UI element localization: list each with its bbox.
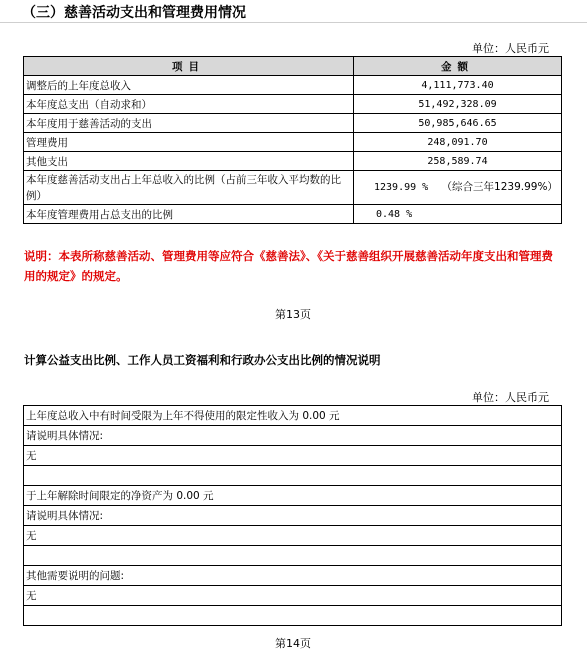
row-amount: 50,985,646.65 bbox=[354, 114, 562, 133]
row-text: 无 bbox=[24, 526, 562, 546]
row-item: 调整后的上年度总收入 bbox=[24, 76, 354, 95]
unit-label: 单位：人民币元 bbox=[472, 42, 549, 55]
ratio-item: 本年度慈善活动支出占上年总收入的比例（占前三年收入平均数的比例） bbox=[24, 171, 354, 205]
table-row bbox=[24, 566, 562, 586]
divider bbox=[0, 22, 587, 23]
row-item: 其他支出 bbox=[24, 152, 354, 171]
table-row bbox=[24, 466, 562, 486]
table-row bbox=[24, 406, 562, 426]
ratio-row bbox=[24, 171, 562, 205]
row-item: 管理费用 bbox=[24, 133, 354, 152]
row-text bbox=[24, 546, 562, 566]
row-text: 上年度总收入中有时间受限为上年不得使用的限定性收入为 0.00 元 bbox=[24, 406, 562, 426]
table-row bbox=[24, 526, 562, 546]
header-amount: 金额 bbox=[354, 57, 562, 76]
row-item: 本年度总支出（自动求和） bbox=[24, 95, 354, 114]
table-row bbox=[24, 546, 562, 566]
table-row bbox=[24, 152, 562, 171]
section-title-2: 计算公益支出比例、工作人员工资福利和行政办公支出比例的情况说明 bbox=[24, 353, 381, 367]
row-text bbox=[24, 466, 562, 486]
table-row bbox=[24, 114, 562, 133]
row-amount: 248,091.70 bbox=[354, 133, 562, 152]
unit-label-2: 单位：人民币元 bbox=[472, 391, 549, 404]
table-row bbox=[24, 606, 562, 626]
ratio-combined: （综合三年1239.99%） bbox=[441, 181, 558, 193]
page-number: 第13页 bbox=[275, 308, 311, 321]
row-text bbox=[24, 606, 562, 626]
row-text: 请说明具体情况: bbox=[24, 426, 562, 446]
row-text: 其他需要说明的问题: bbox=[24, 566, 562, 586]
explanation-table bbox=[23, 405, 562, 626]
page-number-2: 第14页 bbox=[275, 637, 311, 650]
table-row bbox=[24, 205, 562, 224]
expense-table bbox=[23, 56, 562, 224]
row-item: 本年度用于慈善活动的支出 bbox=[24, 114, 354, 133]
row-amount: 51,492,328.09 bbox=[354, 95, 562, 114]
row-amount: 258,589.74 bbox=[354, 152, 562, 171]
mgmt-item: 本年度管理费用占总支出的比例 bbox=[24, 205, 354, 224]
table-row bbox=[24, 76, 562, 95]
mgmt-value: 0.48 % bbox=[376, 209, 413, 220]
table-row bbox=[24, 506, 562, 526]
row-text: 无 bbox=[24, 586, 562, 606]
table-row bbox=[24, 95, 562, 114]
table-row bbox=[24, 586, 562, 606]
section-title: （三）慈善活动支出和管理费用情况 bbox=[22, 5, 246, 21]
row-text: 无 bbox=[24, 446, 562, 466]
table-row bbox=[24, 446, 562, 466]
table-row bbox=[24, 133, 562, 152]
header-item: 项目 bbox=[24, 57, 354, 76]
table-row bbox=[24, 426, 562, 446]
mgmt-value-cell bbox=[354, 205, 562, 224]
table-header-row bbox=[24, 57, 562, 76]
table-row bbox=[24, 486, 562, 506]
row-text: 请说明具体情况: bbox=[24, 506, 562, 526]
ratio-value: 1239.99 % bbox=[374, 182, 429, 193]
ratio-value-cell bbox=[354, 171, 562, 205]
legal-note: 说明：本表所称慈善活动、管理费用等应符合《慈善法》、《关于慈善组织开展慈善活动年度支出和管理费用的规定》的规定。 bbox=[24, 249, 553, 283]
row-text: 于上年解除时间限定的净资产为 0.00 元 bbox=[24, 486, 562, 506]
row-amount: 4,111,773.40 bbox=[354, 76, 562, 95]
